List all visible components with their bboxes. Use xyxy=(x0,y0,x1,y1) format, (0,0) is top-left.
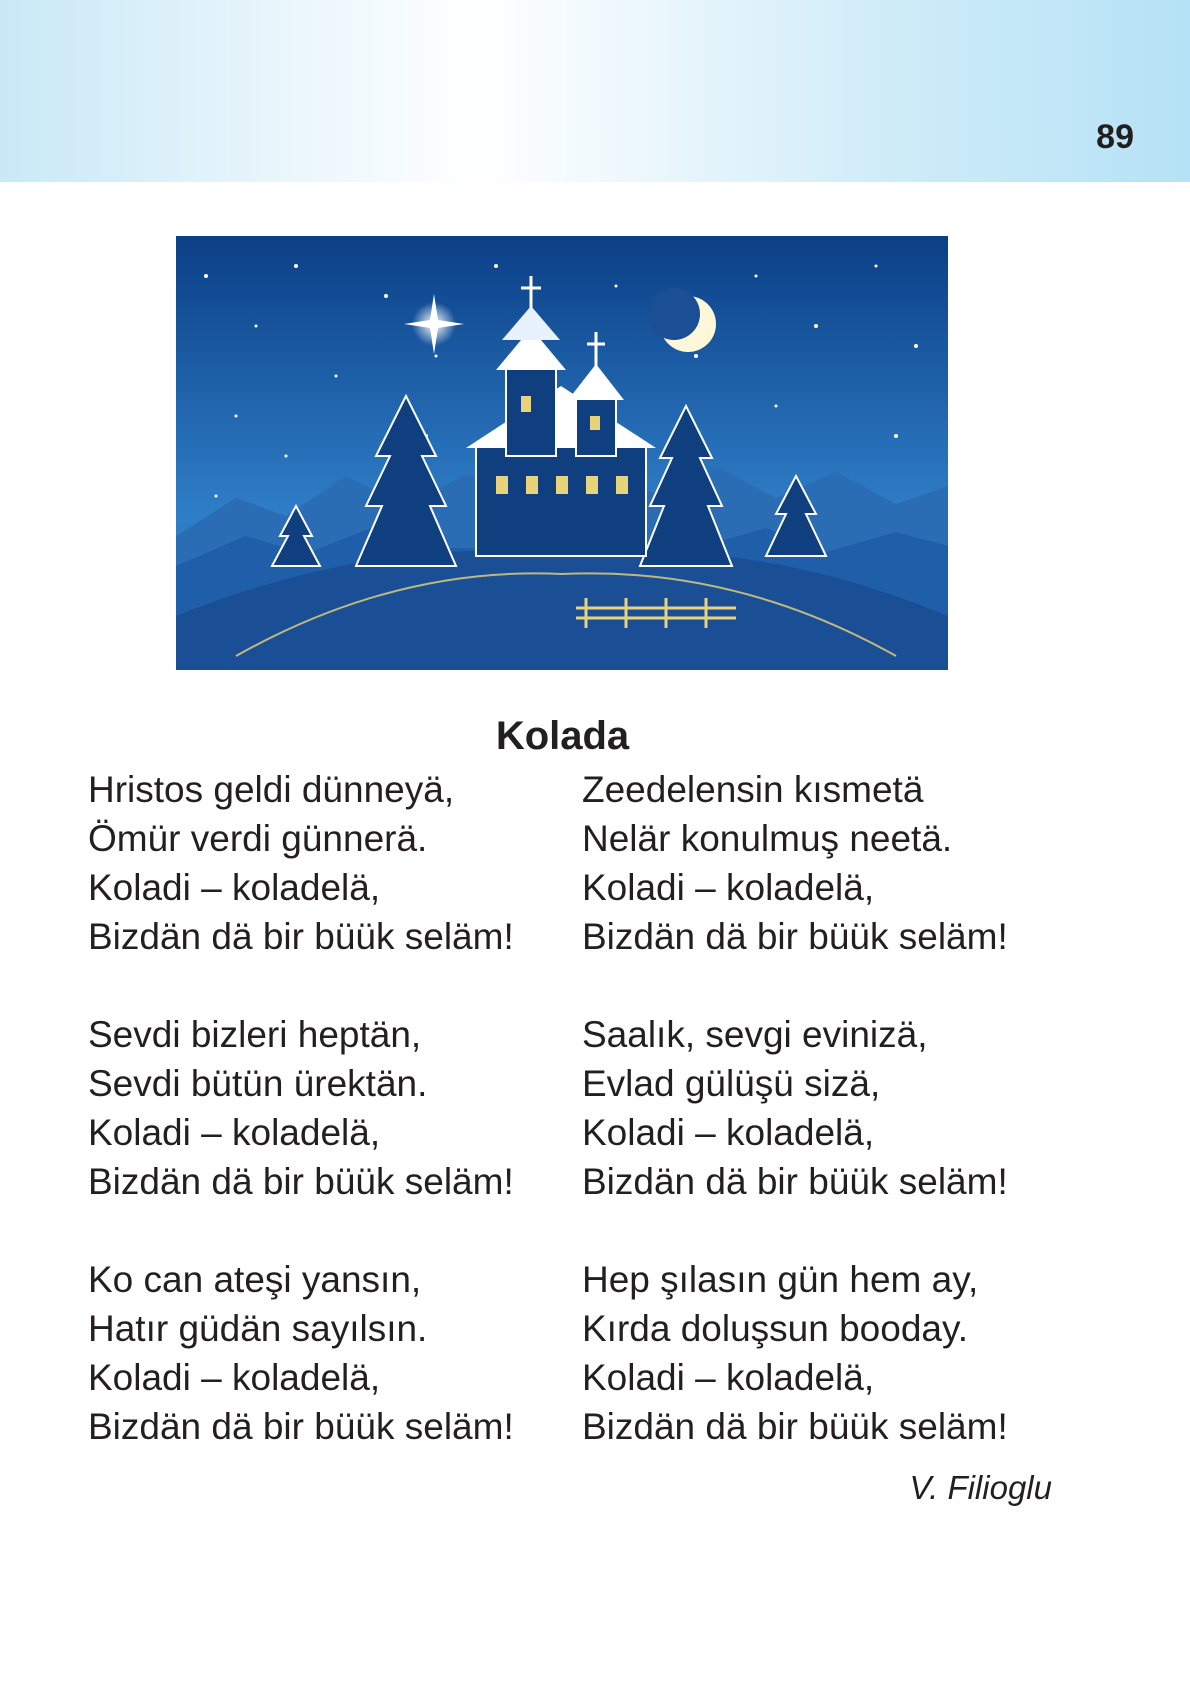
stanza xyxy=(582,1010,1008,1206)
poem-line: Koladi – koladelä, xyxy=(582,867,875,908)
poem-line: Evlad gülüşü sizä, xyxy=(582,1063,881,1104)
stanza xyxy=(88,1255,514,1451)
poem-line: Nelär konulmuş neetä. xyxy=(582,818,953,859)
poem-line: Koladi – koladelä, xyxy=(582,1357,875,1398)
poem-line: Bizdän dä bir büük seläm! xyxy=(88,1406,514,1447)
poem-line: Ko can ateşi yansın, xyxy=(88,1259,422,1300)
poem-line: Koladi – koladelä, xyxy=(88,1357,381,1398)
poem-line: Bizdän dä bir büük seläm! xyxy=(582,1406,1008,1447)
poem-line: Hatır güdän sayılsın. xyxy=(88,1308,428,1349)
stanza xyxy=(582,1255,1008,1451)
poem-right-column xyxy=(582,765,1008,1451)
poem-line: Hristos geldi dünneyä, xyxy=(88,769,455,810)
stanza xyxy=(88,765,514,961)
poem-line: Zeedelensin kısmetä xyxy=(582,769,924,810)
stanza xyxy=(582,765,1008,961)
poem-line: Koladi – koladelä, xyxy=(88,867,381,908)
poem-line: Bizdän dä bir büük seläm! xyxy=(582,916,1008,957)
poem-line: Ömür verdi günnerä. xyxy=(88,818,428,859)
poem-line: Bizdän dä bir büük seläm! xyxy=(88,1161,514,1202)
poem-line: Koladi – koladelä, xyxy=(88,1112,381,1153)
poem-line: Kırda doluşsun booday. xyxy=(582,1308,969,1349)
poem-line: Bizdän dä bir büük seläm! xyxy=(88,916,514,957)
poem-line: Sevdi bütün ürektän. xyxy=(88,1063,428,1104)
poem-line: Bizdän dä bir büük seläm! xyxy=(582,1161,1008,1202)
poem-line: Saalık, sevgi evinizä, xyxy=(582,1014,928,1055)
page-number: 89 xyxy=(1096,118,1134,156)
poem-line: Sevdi bizleri heptän, xyxy=(88,1014,422,1055)
poem-line: Koladi – koladelä, xyxy=(582,1112,875,1153)
poem-title: Kolada xyxy=(495,714,630,758)
stanza xyxy=(88,1010,514,1206)
poem-author: V. Filioglu xyxy=(909,1469,1052,1506)
header-band xyxy=(0,0,1190,182)
poem-left-column xyxy=(88,765,514,1451)
poem-line: Hep şılasın gün hem ay, xyxy=(582,1259,979,1300)
winter-church-illustration xyxy=(176,236,948,670)
